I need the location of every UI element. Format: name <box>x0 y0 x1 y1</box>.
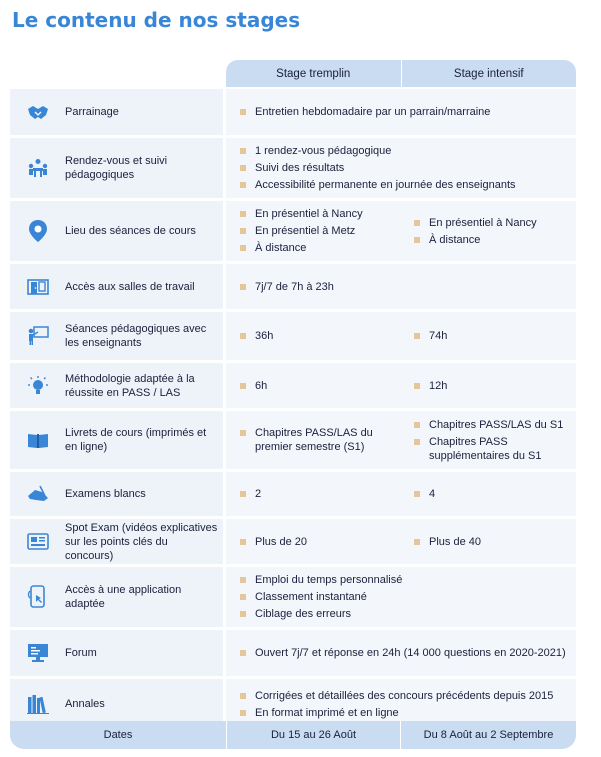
row-content <box>226 519 576 564</box>
table-row <box>10 630 576 676</box>
content-stage-intensif <box>400 214 576 248</box>
content-stage-intensif <box>400 377 576 394</box>
comparison-table <box>10 89 576 732</box>
list-item: 7j/7 de 7h à 23h <box>239 280 568 294</box>
row-header <box>10 363 223 408</box>
list-item: Ouvert 7j/7 et réponse en 24h (14 000 questions en 2020-2021) <box>239 646 568 660</box>
list-item: En présentiel à Nancy <box>413 216 576 230</box>
content-stage-tremplin <box>226 328 400 345</box>
list-item: Chapitres PASS/LAS du premier semestre (S1) <box>239 426 400 454</box>
list-item: En présentiel à Nancy <box>239 207 400 221</box>
row-label: Annales <box>65 698 105 710</box>
list-item: 12h <box>413 379 576 393</box>
list-item: Corrigées et détaillées des concours précédents depuis 2015 <box>239 689 568 703</box>
table-row <box>10 472 576 516</box>
row-content <box>226 264 576 309</box>
row-content <box>226 411 576 469</box>
table-row <box>10 312 576 360</box>
row-header <box>10 472 223 516</box>
list-item: Entretien hebdomadaire par un parrain/marraine <box>239 105 568 119</box>
row-label: Forum <box>65 647 97 659</box>
row-label: Examens blancs <box>65 488 146 500</box>
content-both-stages <box>226 645 576 662</box>
open-book-icon <box>10 431 65 449</box>
row-content <box>226 567 576 627</box>
row-header <box>10 138 223 198</box>
writing-hand-icon <box>10 484 65 504</box>
list-item: 36h <box>239 329 400 343</box>
books-icon <box>10 694 65 714</box>
table-footer <box>10 721 576 749</box>
content-stage-tremplin <box>226 377 400 394</box>
list-item: À distance <box>413 233 576 247</box>
content-both-stages <box>226 278 576 295</box>
row-content <box>226 138 576 198</box>
header-stage-tremplin: Stage tremplin <box>276 67 351 80</box>
list-item: En format imprimé et en ligne <box>239 706 568 720</box>
row-content <box>226 630 576 676</box>
list-item: 4 <box>413 487 576 501</box>
page-title: Le contenu de nos stages <box>12 8 301 32</box>
row-content <box>226 312 576 360</box>
row-header <box>10 519 223 564</box>
list-item: Accessibilité permanente en journée des enseignants <box>239 178 568 192</box>
table-row <box>10 201 576 261</box>
content-both-stages <box>226 143 576 194</box>
content-stage-intensif <box>400 416 576 464</box>
row-content <box>226 363 576 408</box>
row-label: Accès aux salles de travail <box>65 280 195 293</box>
header-stage-intensif: Stage intensif <box>401 60 577 87</box>
table-row <box>10 89 576 135</box>
room-icon <box>10 278 65 296</box>
content-stage-tremplin <box>226 533 400 550</box>
content-stage-intensif <box>400 533 576 550</box>
list-item: 2 <box>239 487 400 501</box>
row-header <box>10 201 223 261</box>
handshake-icon <box>10 103 65 121</box>
list-item: Emploi du temps personnalisé <box>239 573 568 587</box>
content-both-stages <box>226 572 576 623</box>
row-label: Spot Exam (vidéos explicatives sur les points clés du concours) <box>65 521 218 562</box>
list-item: 1 rendez-vous pédagogique <box>239 144 568 158</box>
list-item: En présentiel à Metz <box>239 224 400 238</box>
row-header <box>10 312 223 360</box>
content-stage-intensif <box>400 486 576 503</box>
list-item: Plus de 40 <box>413 535 576 549</box>
list-item: Suivi des résultats <box>239 161 568 175</box>
row-content <box>226 89 576 135</box>
row-label: Livrets de cours (imprimés et en ligne) <box>65 427 207 453</box>
content-both-stages <box>226 104 576 121</box>
row-label: Rendez-vous et suivi pédagogiques <box>65 155 168 181</box>
forum-monitor-icon <box>10 643 65 663</box>
row-header <box>10 411 223 469</box>
content-stage-tremplin <box>226 206 400 257</box>
table-row <box>10 411 576 469</box>
row-label: Méthodologie adaptée à la réussite en PASS / LAS <box>65 372 195 399</box>
row-header <box>10 567 223 627</box>
location-pin-icon <box>10 219 65 243</box>
row-header <box>10 264 223 309</box>
table-row <box>10 138 576 198</box>
content-both-stages <box>226 687 576 721</box>
row-header <box>10 89 223 135</box>
list-item: À distance <box>239 241 400 255</box>
table-row <box>10 567 576 627</box>
list-item: Classement instantané <box>239 590 568 604</box>
row-header <box>10 630 223 676</box>
content-stage-tremplin <box>226 425 400 456</box>
list-item: 6h <box>239 379 400 393</box>
content-stage-tremplin <box>226 486 400 503</box>
table-row <box>10 264 576 309</box>
row-content <box>226 201 576 261</box>
table-row <box>10 519 576 564</box>
table-header <box>226 60 576 87</box>
lightbulb-icon <box>10 375 65 397</box>
footer-dates-intensif: Du 8 Août au 2 Septembre <box>400 721 576 749</box>
row-label: Parrainage <box>65 106 119 118</box>
footer-dates-tremplin: Du 15 au 26 Août <box>226 721 400 749</box>
content-stage-intensif <box>400 328 576 345</box>
video-screen-icon <box>10 532 65 552</box>
row-content <box>226 472 576 516</box>
table-row <box>10 363 576 408</box>
list-item: Plus de 20 <box>239 535 400 549</box>
list-item: Chapitres PASS supplémentaires du S1 <box>413 435 576 463</box>
row-label: Séances pédagogiques avec les enseignants <box>65 323 207 349</box>
meeting-icon <box>10 158 65 178</box>
row-label: Lieu des séances de cours <box>65 225 196 237</box>
footer-dates-label: Dates <box>103 729 133 741</box>
list-item: Ciblage des erreurs <box>239 607 568 621</box>
list-item: 74h <box>413 329 576 343</box>
list-item: Chapitres PASS/LAS du S1 <box>413 418 576 432</box>
row-label: Accès à une application adaptée <box>65 584 182 610</box>
teacher-board-icon <box>10 326 65 346</box>
smartphone-app-icon <box>10 585 65 609</box>
